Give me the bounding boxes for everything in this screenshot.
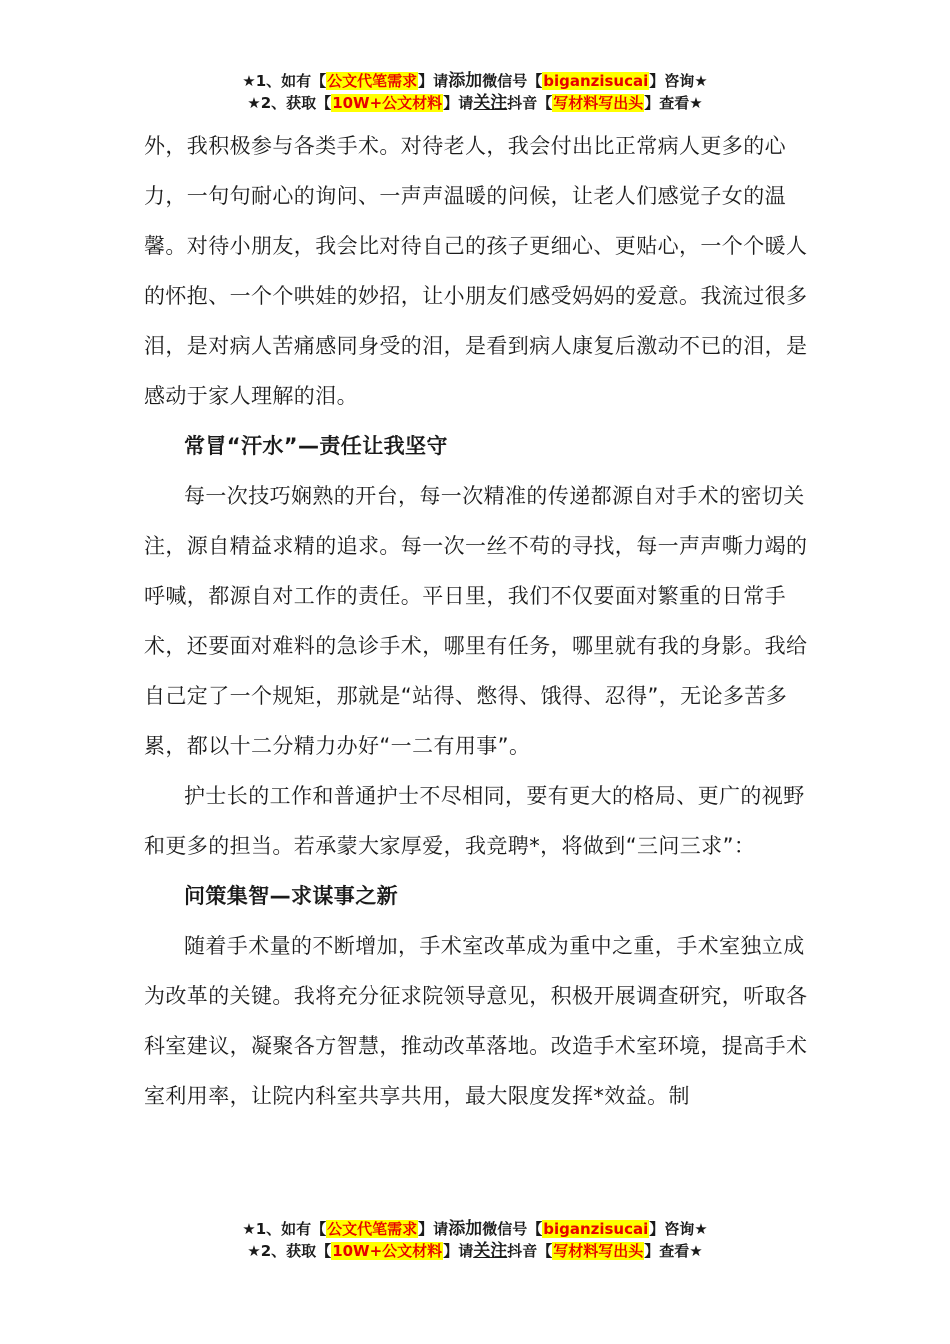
- banner-line-2: ★2、获取【10W+公文材料】请关注抖音【写材料写出头】查看★: [247, 93, 703, 113]
- paragraph: 护士长的工作和普通护士不尽相同，要有更大的格局、更广的视野和更多的担当。若承蒙大家厚爱，我竞聘*，将做到“三问三求”：: [144, 784, 805, 858]
- footer-banner: [0, 1218, 950, 1262]
- highlight-service: 公文代笔需求: [327, 1220, 418, 1238]
- banner-line-1: ★1、如有【公文代笔需求】请添加微信号【biganzisucai】咨询★: [242, 1219, 708, 1239]
- banner-line-2: ★2、获取【10W+公文材料】请关注抖音【写材料写出头】查看★: [247, 1241, 703, 1261]
- header-banner: [0, 70, 950, 114]
- banner-line-1: ★1、如有【公文代笔需求】请添加微信号【biganzisucai】咨询★: [242, 71, 708, 91]
- paragraph: 每一次技巧娴熟的开台，每一次精准的传递都源自对手术的密切关注，源自精益求精的追求。每一次一丝不苟的寻找，每一声声嘶力竭的呼喊，都源自对工作的责任。平日里，我们不仅要面对繁重的日常手术，还要面对难料的急诊手术，哪里有任务，哪里就有我的身影。我给自己定了一个规矩，那就是“站得、憋得、饿得、忍得”，无论多苦多累，都以十二分精力办好“一二有用事”。: [144, 484, 808, 758]
- section-heading: 常冒“汗水”—责任让我坚守: [184, 434, 448, 458]
- paragraph: 外，我积极参与各类手术。对待老人，我会付出比正常病人更多的心力，一句句耐心的询问、一声声温暖的问候，让老人们感觉子女的温馨。对待小朋友，我会比对待自己的孩子更细心、更贴心，一个个暖人的怀抱、一个个哄娃的妙招，让小朋友们感受妈妈的爱意。我流过很多泪，是对病人苦痛感同身受的泪，是看到病人康复后激动不已的泪，是感动于家人理解的泪。: [144, 134, 808, 408]
- paragraph: 随着手术量的不断增加，手术室改革成为重中之重，手术室独立成为改革的关键。我将充分征求院领导意见，积极开展调查研究，听取各科室建议，凝聚各方智慧，推动改革落地。改造手术室环境，提高手术室利用率，让院内科室共享共用，最大限度发挥*效益。制: [144, 934, 808, 1108]
- highlight-douyin-account: 写材料写出头: [553, 94, 644, 112]
- section-heading: 问策集智—求谋事之新: [184, 884, 398, 908]
- highlight-service: 公文代笔需求: [327, 72, 418, 90]
- highlight-materials: 10W+公文材料: [332, 94, 443, 112]
- highlight-wechat-id: biganzisucai: [543, 1220, 649, 1238]
- document-body: [144, 121, 820, 1121]
- highlight-douyin-account: 写材料写出头: [553, 1242, 644, 1260]
- highlight-wechat-id: biganzisucai: [543, 72, 649, 90]
- highlight-materials: 10W+公文材料: [332, 1242, 443, 1260]
